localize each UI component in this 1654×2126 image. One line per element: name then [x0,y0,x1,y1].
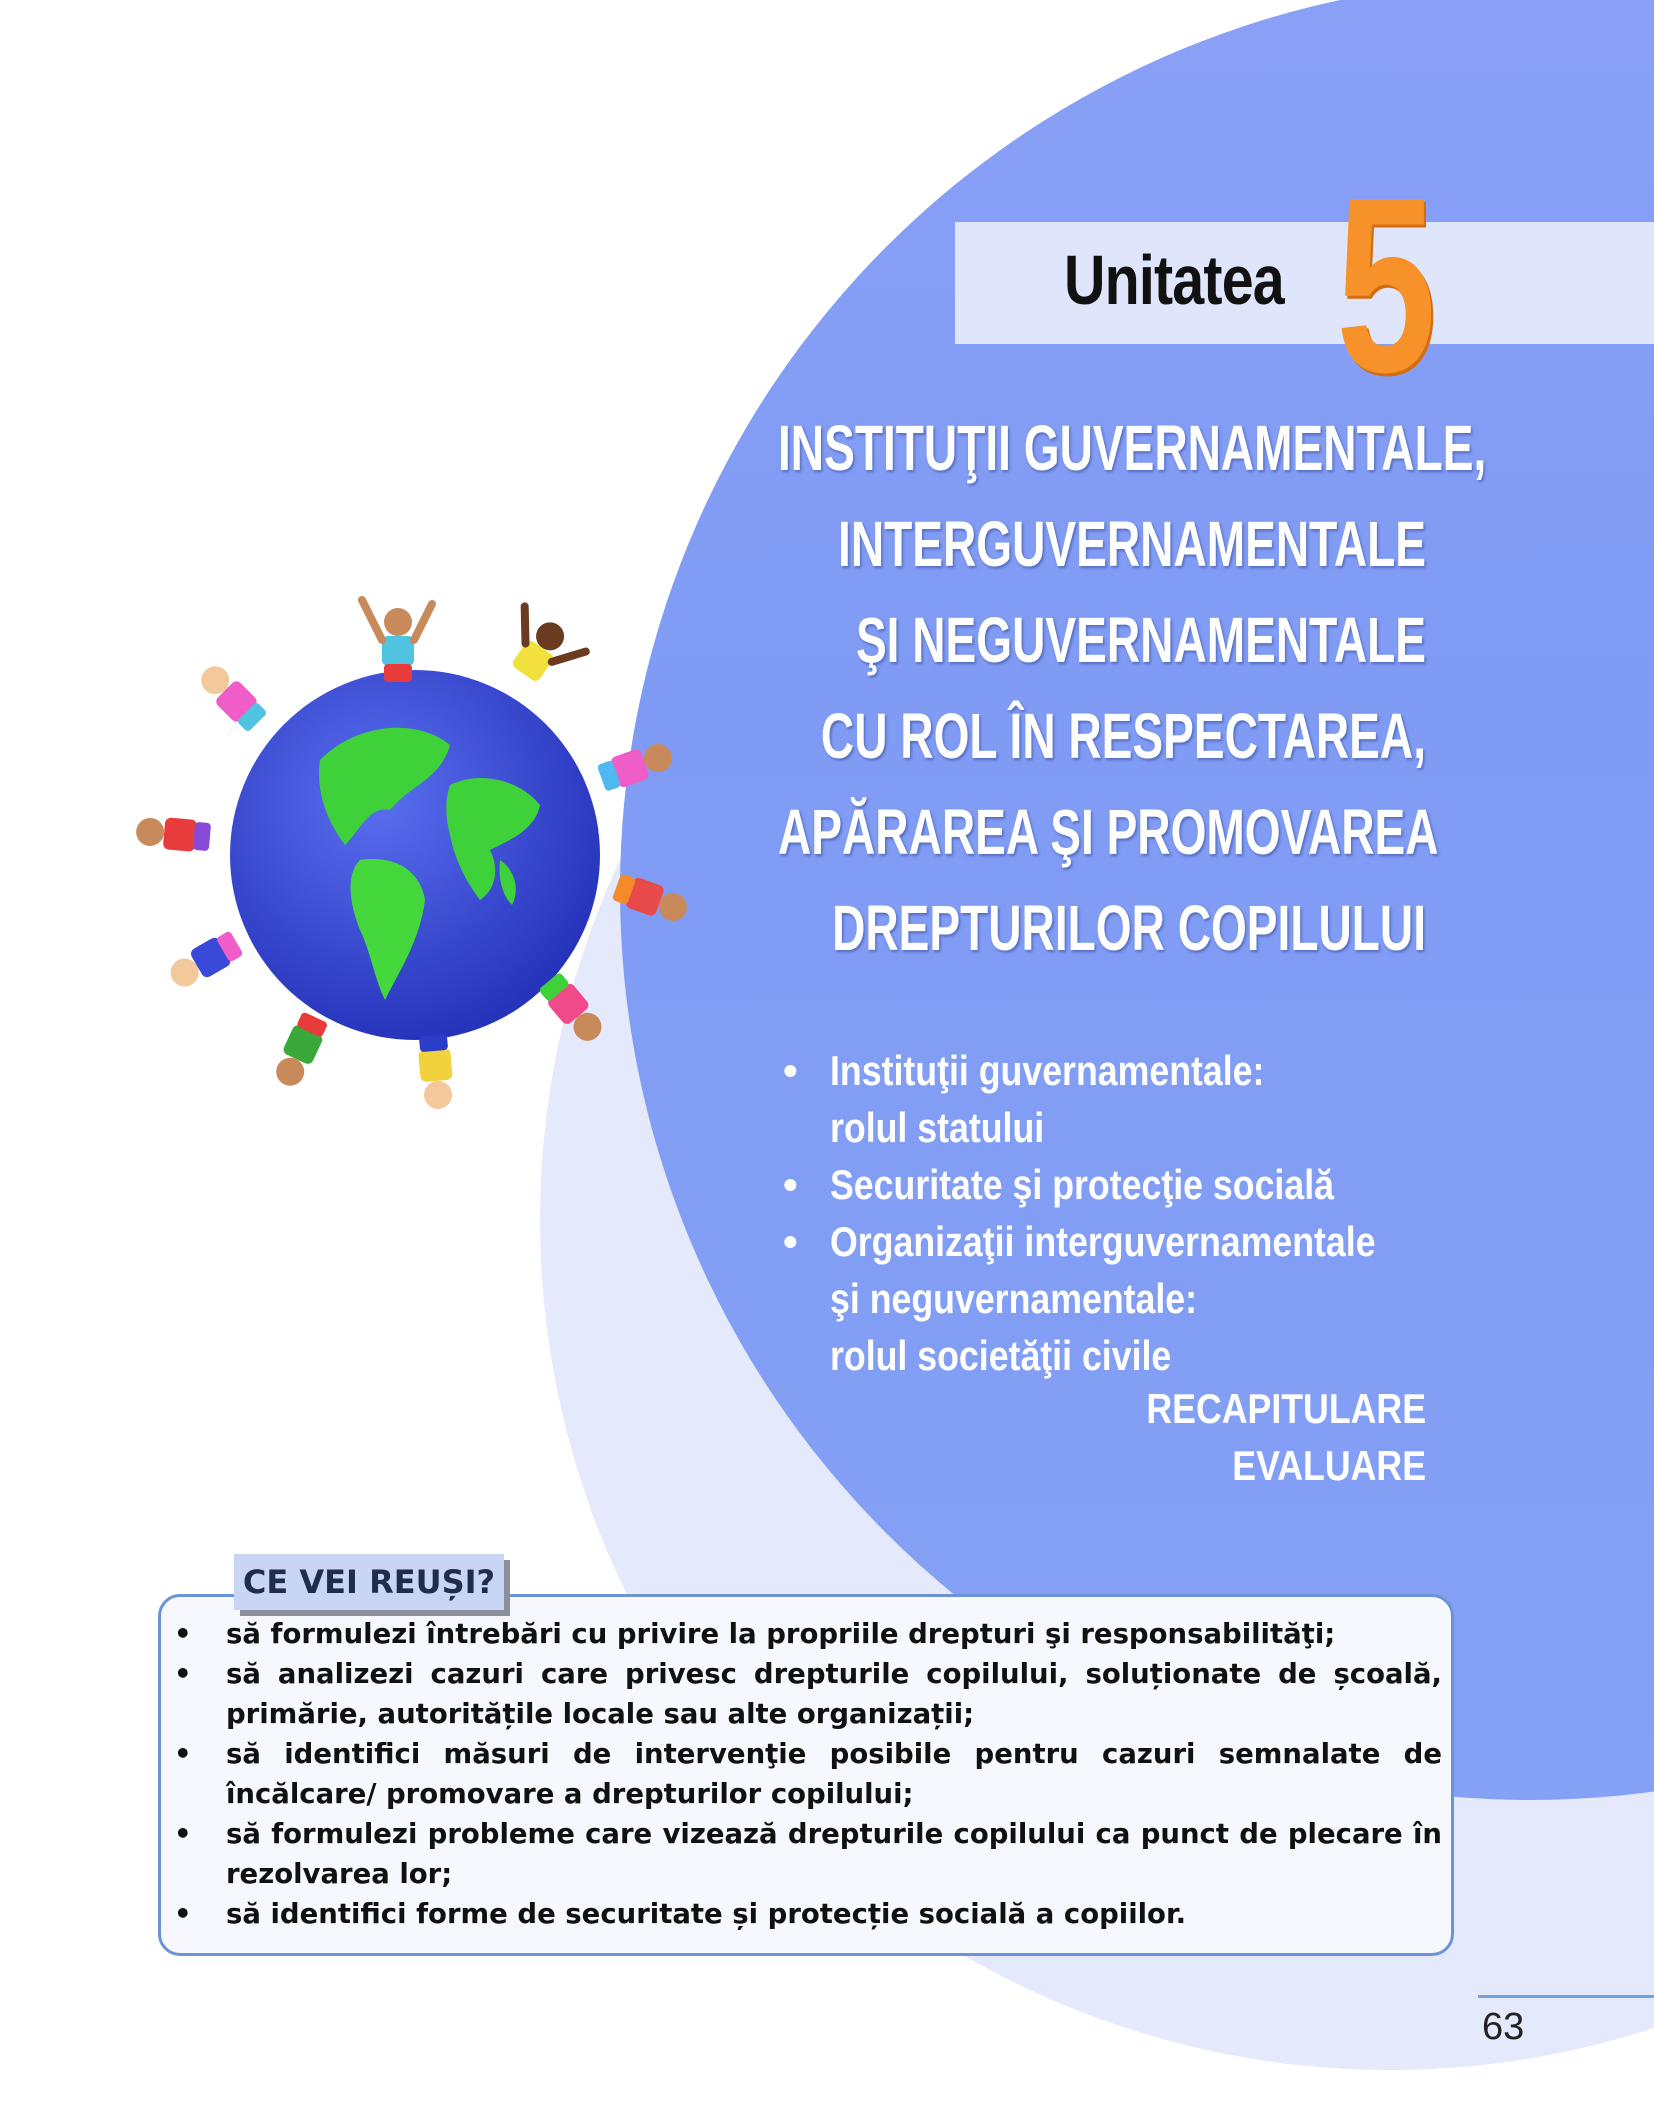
goal-item [170,1654,1442,1734]
topic-item [780,1156,1430,1213]
topic-text: Instituţii guvernamentale: [830,1047,1265,1094]
bullet: • [174,1738,192,1770]
title-line: APĂRAREA ŞI PROMOVAREA [778,796,1439,868]
title-line: INTERGUVERNAMENTALE [838,508,1426,580]
topic-text: rolul statului [830,1104,1045,1151]
bullet: • [783,1047,798,1094]
goal-item [170,1614,1442,1654]
goal-text: să identifici forme de securitate și protecție socială a copiilor. [226,1898,1187,1930]
bullet: • [783,1161,798,1208]
unit-band [955,222,1654,344]
bullet: • [174,1898,192,1930]
goal-item [170,1894,1442,1934]
goals-heading: CE VEI REUȘI? [234,1554,504,1610]
page-number: 63 [1482,2006,1525,2048]
topic-item [780,1042,1430,1156]
title-line: INSTITUŢII GUVERNAMENTALE, [778,412,1487,484]
topic-text: rolul societăţii civile [830,1332,1172,1379]
bullet: • [174,1818,192,1850]
topic-item [780,1213,1430,1384]
goal-text: să formulezi întrebări cu privire la propriile drepturi şi responsabilităţi; [226,1618,1336,1650]
unit-label: Unitatea [1064,241,1284,319]
goals-list [170,1614,1442,1934]
goal-text: să formulezi probleme care vizează drepturile copilului ca punct de plecare în rezolvarea lor; [226,1818,1442,1890]
bullet: • [174,1658,192,1690]
goal-text: să identifici măsuri de intervenţie posibile pentru cazuri semnalate de încălcare/ promovare a drepturilor copilului; [226,1738,1442,1810]
page-number-rule [1478,1995,1654,1998]
bullet: • [783,1218,798,1265]
closing-block [1097,1380,1426,1494]
topic-text: şi neguvernamentale: [830,1275,1198,1322]
title-line: DREPTURILOR COPILULUI [832,892,1426,964]
recap-label: RECAPITULARE [1146,1385,1426,1432]
topics-list [780,1042,1430,1384]
title-line: ŞI NEGUVERNAMENTALE [855,604,1426,676]
unit-number: 5 [1336,145,1437,424]
goal-text: să analizezi cazuri care privesc drepturile copilului, soluționate de școală, primărie, autoritățile locale sau alte organizații; [226,1658,1442,1730]
goal-item [170,1814,1442,1894]
evaluation-label: EVALUARE [1232,1442,1426,1489]
title-line: CU ROL ÎN RESPECTAREA, [820,700,1426,772]
globe-with-children-icon [120,570,710,1130]
bullet: • [174,1618,192,1650]
goal-item [170,1734,1442,1814]
topic-text: Organizaţii interguvernamentale [830,1218,1376,1265]
topic-text: Securitate şi protecţie socială [830,1161,1334,1208]
